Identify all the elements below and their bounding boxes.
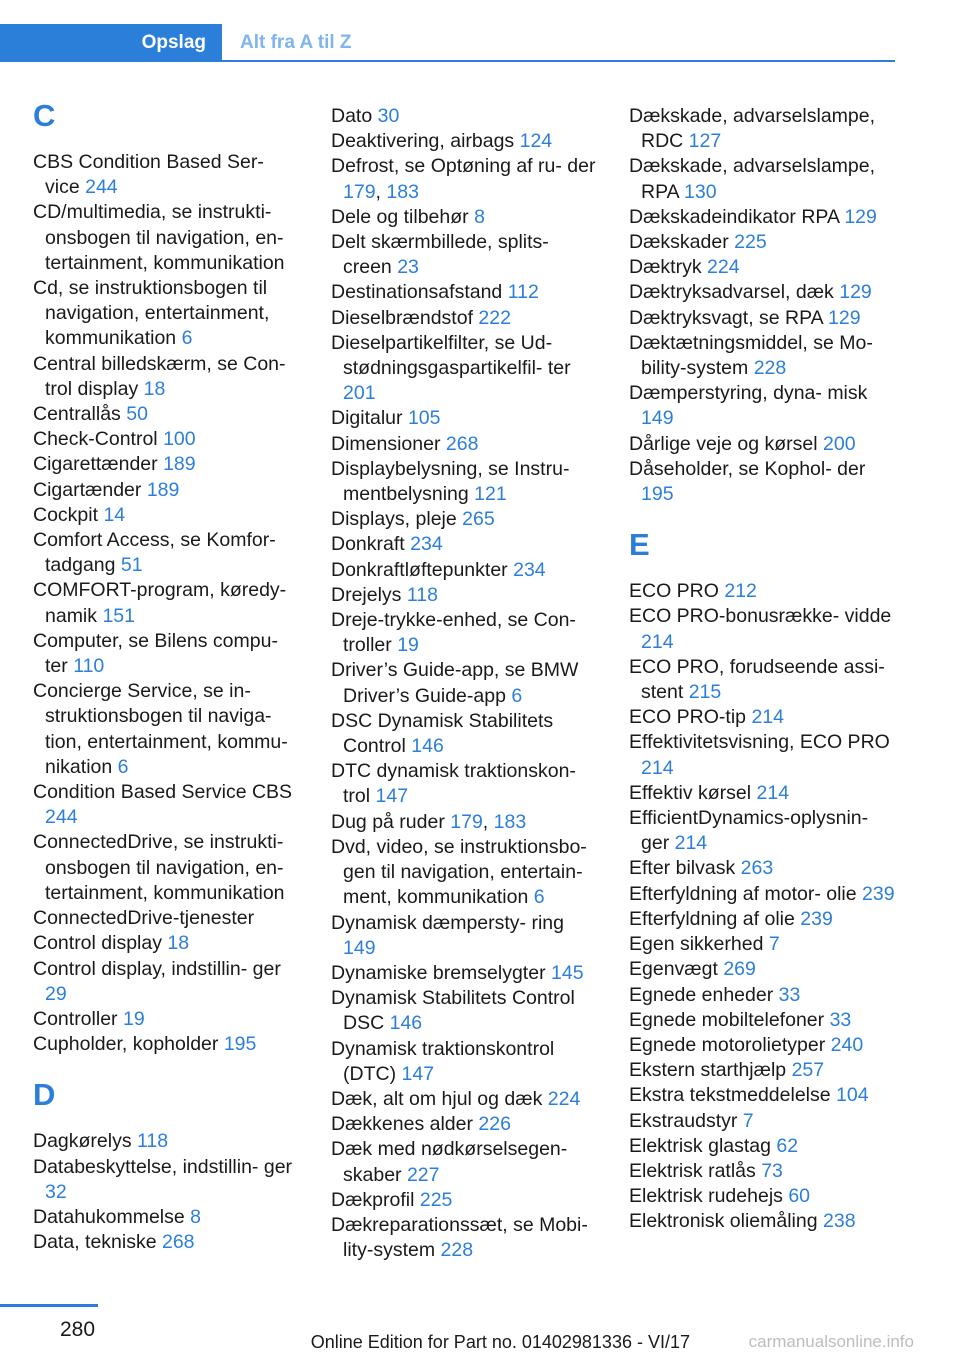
index-entry <box>629 579 897 604</box>
index-entry-text: Displaybelysning, se Instru- mentbelysning <box>331 457 570 506</box>
index-entry <box>629 331 897 381</box>
index-entry <box>33 830 301 906</box>
index-entry-text: CD/multimedia, se instrukti- onsbogen til navigation, en- tertainment, kommunikation <box>33 201 285 274</box>
index-entry <box>33 276 301 352</box>
page-link[interactable]: 146 <box>411 735 444 758</box>
index-entry-text: Dieselpartikelfilter, se Ud- stødningsgaspartikelfil- ter <box>331 331 571 380</box>
watermark: carmanualsonline.info <box>748 1332 914 1351</box>
index-entry <box>331 205 599 230</box>
page-link[interactable]: 234 <box>513 558 546 581</box>
page-link[interactable]: 104 <box>836 1084 869 1107</box>
index-entry-text: Drejelys <box>331 583 402 606</box>
index-entry-text: Central billedskærm, se Con- trol display <box>33 352 286 400</box>
index-entry-text: Dæk, alt om hjul og dæk <box>331 1087 543 1110</box>
page-link[interactable]: 147 <box>401 1062 435 1085</box>
page-link[interactable]: 129 <box>839 281 872 304</box>
index-entry <box>331 658 599 708</box>
page-link[interactable]: 7 <box>768 933 780 956</box>
page-link[interactable]: 23 <box>397 256 419 279</box>
tab-opslag[interactable] <box>0 24 222 62</box>
page-link[interactable]: 130 <box>684 180 717 203</box>
index-entry-text: ConnectedDrive-tjenester <box>33 907 255 930</box>
index-entry-text: Deaktivering, airbags <box>331 130 515 153</box>
index-entry <box>331 1087 599 1112</box>
index-entry <box>331 986 599 1036</box>
index-entry-text: Egnede motorolietyper <box>629 1033 826 1056</box>
page-link[interactable]: 228 <box>753 357 787 380</box>
index-entry-text: Efter bilvask <box>629 857 736 880</box>
index-entry-text: Elektrisk glastag <box>629 1134 771 1157</box>
edition-note: Online Edition for Part no. 01402981336 - VI/17 <box>310 1332 690 1352</box>
index-entry <box>33 528 301 578</box>
index-entry-text: CBS Condition Based Ser- vice <box>33 151 264 199</box>
page-link[interactable]: 73 <box>761 1159 783 1182</box>
index-entry <box>33 1129 301 1154</box>
index-entry <box>331 1213 599 1263</box>
index-entry <box>33 478 301 503</box>
index-entry-text: Ekstern starthjælp <box>629 1059 787 1082</box>
index-entry <box>629 1109 897 1134</box>
section-gap <box>33 1057 301 1077</box>
index-entry-text: DSC Dynamisk Stabilitets Control <box>331 709 554 758</box>
index-entry-text: ECO PRO-tip <box>629 706 747 729</box>
index-entry-text: Dieselbrændstof <box>331 306 473 329</box>
index-entry-text: Centrallås <box>33 403 121 426</box>
index-entry <box>33 629 301 679</box>
index-entry-text: Destinationsafstand <box>331 281 503 304</box>
index-entry-text: Dreje-trykke-enhed, se Con- troller <box>331 609 576 657</box>
index-entry <box>629 1209 897 1234</box>
index-entry <box>331 406 599 431</box>
index-entry <box>33 1230 301 1255</box>
index-entry <box>331 1188 599 1213</box>
page-link[interactable]: 33 <box>778 983 801 1006</box>
index-entry-text: Donkraftløftepunkter <box>331 558 508 581</box>
index-entry-text: Egnede mobiltelefoner <box>629 1008 825 1031</box>
index-entry <box>629 280 897 305</box>
index-entry-text: Defrost, se Optøning af ru- der <box>331 155 596 178</box>
section-gap <box>629 507 897 527</box>
page-link[interactable]: 268 <box>445 432 479 455</box>
index-entry-text: COMFORT-program, køredy- namik <box>33 579 287 627</box>
page-link[interactable]: 8 <box>190 1205 202 1228</box>
index-entry <box>629 882 897 907</box>
index-entry <box>33 150 301 200</box>
page-link[interactable]: 265 <box>462 508 495 531</box>
index-entry-text: Displays, pleje <box>331 508 457 531</box>
index-entry-text: Delt skærmbillede, splits- creen <box>331 231 549 279</box>
page-link[interactable]: 212 <box>724 580 757 603</box>
page-link[interactable]: 32 <box>45 1180 67 1203</box>
index-entry-text: Ekstraudstyr <box>629 1109 738 1132</box>
page-link[interactable]: 6 <box>511 684 523 707</box>
page-link[interactable]: 225 <box>734 231 767 254</box>
page-link[interactable]: 195 <box>641 483 674 506</box>
index-entry-text: Dårlige veje og kørsel <box>629 432 818 455</box>
page-link[interactable]: 215 <box>688 681 722 704</box>
page-link[interactable]: 151 <box>102 604 135 627</box>
index-entry <box>629 104 897 154</box>
index-entry <box>629 730 897 780</box>
index-entry-text: ECO PRO-bonusrække- vidde <box>629 605 892 628</box>
index-entry <box>331 1137 599 1187</box>
index-entry-text: EfficientDynamics-oplysnin- ger <box>629 807 869 855</box>
index-entry-text: Driver’s Guide-app, se BMW Driver’s Guide-app <box>331 659 579 707</box>
page-link[interactable]: 51 <box>120 554 143 577</box>
index-entry <box>331 558 599 583</box>
index-entry <box>629 154 897 204</box>
index-entry-text: Dato <box>331 105 373 127</box>
page-link[interactable]: 214 <box>641 756 674 779</box>
index-entry-text: Egenvægt <box>629 958 718 981</box>
page-link[interactable]: 30 <box>377 105 400 127</box>
header-rule <box>0 60 895 62</box>
index-entry <box>331 306 599 331</box>
page-link[interactable]: 214 <box>751 706 784 729</box>
page-link[interactable]: 62 <box>776 1134 799 1157</box>
index-entry <box>629 306 897 331</box>
index-entry-text: Concierge Service, se in- struktionsbogen til naviga- tion, entertainment, kommu- nikation <box>33 680 288 778</box>
page-link[interactable]: 118 <box>137 1130 169 1153</box>
index-entry <box>331 1112 599 1137</box>
index-entry <box>33 906 301 931</box>
index-entry-text: Digitalur <box>331 407 403 430</box>
index-entry <box>33 503 301 528</box>
index-entry <box>629 806 897 856</box>
index-entry-text: Control display, indstillin- ger <box>33 957 281 980</box>
index-entry <box>629 432 897 457</box>
index-entry <box>629 230 897 255</box>
page-link[interactable]: 6 <box>533 886 545 909</box>
page-link[interactable]: 214 <box>641 630 674 653</box>
index-entry-text: Dækskade, advarselslampe, RDC <box>629 105 876 153</box>
page-link[interactable]: 50 <box>126 403 148 426</box>
page-link[interactable]: 234 <box>410 533 443 556</box>
page-link[interactable]: 257 <box>791 1059 825 1082</box>
page-link[interactable]: 224 <box>707 256 740 279</box>
index-entry-text: Databeskyttelse, indstillin- ger <box>33 1155 293 1178</box>
page-link[interactable]: 7 <box>742 1109 754 1132</box>
page-link[interactable]: 244 <box>45 806 78 829</box>
page-link[interactable]: 269 <box>723 958 756 981</box>
page-link[interactable]: 238 <box>823 1210 856 1233</box>
index-entry-text: Dæmperstyring, dyna- misk <box>629 382 868 405</box>
index-entry-text: Cockpit <box>33 503 99 526</box>
page-link[interactable]: 226 <box>478 1113 511 1136</box>
index-entry-text: Data, tekniske <box>33 1231 157 1254</box>
page-link[interactable]: 121 <box>474 483 507 506</box>
index-entry-text: Egen sikkerhed <box>629 933 764 956</box>
index-entry <box>331 961 599 986</box>
index-entry <box>331 911 599 961</box>
index-entry-text: Dækskader <box>629 231 729 254</box>
index-entry <box>629 907 897 932</box>
index-entry-text: Condition Based Service CBS <box>33 781 293 804</box>
index-entry-text: Ekstra tekstmeddelelse <box>629 1084 831 1107</box>
index-entry-text: ConnectedDrive, se instrukti- onsbogen til navigation, en- tertainment, kommunikation <box>33 831 285 904</box>
page-link[interactable]: 263 <box>740 857 774 880</box>
page-link[interactable]: 183 <box>386 180 419 203</box>
index-entry <box>33 352 301 402</box>
index-entry-text: Efterfyldning af motor- olie <box>629 882 857 905</box>
index-entry-text: Dæktryk <box>629 256 702 279</box>
page-link[interactable]: 105 <box>407 407 441 430</box>
page-link[interactable]: 179 <box>450 810 483 833</box>
index-entry-text: Elektrisk ratlås <box>629 1159 756 1182</box>
index-entry <box>331 457 599 507</box>
section-letter: C <box>33 98 56 133</box>
index-entry <box>33 402 301 427</box>
index-entry <box>331 432 599 457</box>
page-link[interactable]: 19 <box>397 634 419 657</box>
index-entry-text: Dynamisk dæmpersty- ring <box>331 911 564 934</box>
index-entry <box>331 532 599 557</box>
index-entry <box>33 1007 301 1032</box>
index-entry-text: Datahukommelse <box>33 1205 185 1228</box>
page-link[interactable]: 227 <box>406 1163 440 1186</box>
index-entry <box>629 1134 897 1159</box>
index-entry <box>629 655 897 705</box>
page-link[interactable]: 149 <box>343 936 376 959</box>
index-entry-text: Efterfyldning af olie <box>629 907 795 930</box>
page-link[interactable]: 112 <box>507 281 539 304</box>
index-entry-text: Dækkenes alder <box>331 1113 473 1136</box>
page-link[interactable]: 195 <box>223 1033 257 1056</box>
index-entry <box>33 200 301 276</box>
page-link[interactable]: 222 <box>478 306 511 329</box>
index-entry <box>331 583 599 608</box>
index-entry-text: Donkraft <box>331 533 405 556</box>
index-entry <box>629 932 897 957</box>
page-link[interactable]: 33 <box>829 1008 852 1031</box>
index-entry-text: Cigarettænder <box>33 453 158 476</box>
tab-opslag-label: Opslag <box>141 32 206 53</box>
index-entry <box>629 205 897 230</box>
index-entry <box>629 457 897 507</box>
index-entry-text: Cigartænder <box>33 478 142 501</box>
index-entry-text: Dagkørelys <box>33 1130 132 1153</box>
index-entry <box>629 1184 897 1209</box>
index-entry-text: Dækskadeindikator RPA <box>629 205 839 228</box>
index-entry <box>629 381 897 431</box>
index-entry-text: Dæktætningsmiddel, se Mo- bility-system <box>629 331 873 380</box>
page-link[interactable]: 127 <box>688 130 722 153</box>
index-column-3 <box>629 104 897 1235</box>
index-entry-text: DTC dynamisk traktionskon- trol <box>331 760 576 808</box>
page-link[interactable]: 149 <box>641 407 674 430</box>
footer-rule <box>0 1304 98 1307</box>
header-tabbar <box>0 24 895 62</box>
index-entry-text: Comfort Access, se Komfor- tadgang <box>33 529 276 577</box>
index-entry <box>331 709 599 759</box>
index-entry <box>33 427 301 452</box>
page-link[interactable]: 60 <box>788 1185 811 1208</box>
page-link[interactable]: 110 <box>73 655 105 678</box>
index-entry: Dug på ruder 179, 183 <box>331 810 527 833</box>
index-entry <box>33 957 301 1007</box>
page-number: 280 <box>60 1318 96 1341</box>
index-entry-text: ECO PRO, forudseende assi- stent <box>629 655 885 704</box>
index-entry-text: Effektiv kørsel <box>629 781 752 804</box>
index-column-1 <box>33 98 301 1255</box>
index-entry-text: Elektronisk oliemåling <box>629 1210 818 1233</box>
index-entry-text: Cupholder, kopholder <box>33 1033 219 1056</box>
index-entry <box>331 507 599 532</box>
index-entry <box>33 679 301 780</box>
index-entry-text: Dele og tilbehør <box>331 205 469 228</box>
page-link[interactable]: 146 <box>389 1012 423 1035</box>
page-link[interactable]: 228 <box>440 1239 474 1262</box>
index-entry <box>33 1032 301 1057</box>
index-entry <box>629 1033 897 1058</box>
index-entry <box>629 255 897 280</box>
index-entry-text: Dynamisk traktionskontrol (DTC) <box>331 1037 555 1085</box>
index-entry <box>629 1008 897 1033</box>
index-entry-text: Egnede enheder <box>629 983 774 1006</box>
index-entry-text: ECO PRO <box>629 580 719 603</box>
page-link[interactable]: 268 <box>161 1231 195 1254</box>
index-entry-text: Dynamiske bremselygter <box>331 961 546 984</box>
index-entry-text: Dynamisk Stabilitets Control DSC <box>331 987 575 1035</box>
index-entry <box>331 104 599 129</box>
index-entry <box>331 835 599 911</box>
index-entry-text: Cd, se instruktionsbogen til navigation, entertainment, kommunikation <box>33 277 270 350</box>
index-entry-text: Check-Control <box>33 428 158 451</box>
page-link[interactable]: 19 <box>122 1007 145 1030</box>
index-entry <box>629 957 897 982</box>
index-entry <box>331 1037 599 1087</box>
index-entry-text: Dækreparationssæt, se Mobi- lity-system <box>331 1213 588 1262</box>
page-link[interactable]: 224 <box>547 1087 581 1110</box>
index-entry <box>629 1058 897 1083</box>
index-entry <box>33 931 301 956</box>
section-letter: D <box>33 1077 56 1113</box>
page-link[interactable]: 239 <box>862 882 895 905</box>
index-entry: Defrost, se Optøning af ru- der 179, 183 <box>331 155 596 203</box>
page-link[interactable]: 225 <box>419 1188 453 1211</box>
page-link[interactable]: 183 <box>493 810 527 833</box>
page-link[interactable]: 201 <box>343 382 376 405</box>
index-entry <box>331 759 599 809</box>
tab-alt-fra-a-til-z-label: Alt fra A til Z <box>240 32 352 53</box>
index-entry-text: Dæktryksvagt, se RPA <box>629 306 823 329</box>
page-link[interactable]: 179 <box>343 180 376 203</box>
index-entry <box>629 781 897 806</box>
index-entry-text: Dækskade, advarselslampe, RPA <box>629 155 876 203</box>
page-link[interactable]: 240 <box>830 1033 864 1056</box>
page-link[interactable]: 118 <box>406 583 438 606</box>
page-link[interactable]: 239 <box>800 907 833 930</box>
page-link[interactable]: 145 <box>551 961 584 984</box>
page-link[interactable]: 18 <box>143 377 166 400</box>
page-link[interactable]: 189 <box>163 453 196 476</box>
page-link[interactable]: 18 <box>167 932 190 955</box>
section-letter: E <box>629 527 650 563</box>
page-link[interactable]: 244 <box>85 176 118 199</box>
index-entry-text: Dimensioner <box>331 432 441 455</box>
index-entry <box>629 705 897 730</box>
page-link[interactable]: 6 <box>181 327 193 350</box>
page-link[interactable]: 129 <box>844 205 877 228</box>
page-link[interactable]: 124 <box>519 130 553 153</box>
index-entry <box>331 331 599 407</box>
index-entry-text: Dæktryksadvarsel, dæk <box>629 281 834 304</box>
index-entry <box>629 1083 897 1108</box>
page-link[interactable]: 129 <box>828 306 861 329</box>
index-entry <box>33 1155 301 1205</box>
index-entry-text: Controller <box>33 1007 118 1030</box>
index-entry <box>33 1205 301 1230</box>
index-entry <box>331 230 599 280</box>
index-entry-text: Dåseholder, se Kophol- der <box>629 457 866 480</box>
page-link[interactable]: 29 <box>45 982 67 1005</box>
page-link[interactable]: 14 <box>103 503 126 526</box>
index-entry <box>331 129 599 154</box>
index-entry <box>331 608 599 658</box>
index-entry <box>33 780 301 830</box>
tab-alt-fra-a-til-z[interactable] <box>240 24 352 62</box>
index-column-2 <box>331 104 599 1263</box>
index-entry-text: Dvd, video, se instruktionsbo- gen til navigation, entertain- ment, kommunikation <box>331 835 587 909</box>
page-link[interactable]: 214 <box>756 781 790 804</box>
index-entry-text: Elektrisk rudehejs <box>629 1185 783 1208</box>
index-entry-text: Computer, se Bilens compu- ter <box>33 629 278 678</box>
index-entry-text: Dug på ruder <box>331 810 445 833</box>
index-entry-text: Effektivitetsvisning, ECO PRO <box>629 731 890 754</box>
index-entry-text: Dæk med nødkørselsegen- skaber <box>331 1138 568 1186</box>
index-entry <box>33 452 301 477</box>
page-link[interactable]: 100 <box>163 428 196 451</box>
page-link[interactable]: 214 <box>674 832 708 855</box>
index-entry <box>629 604 897 654</box>
index-entry <box>629 856 897 881</box>
index-entry-text: Dækprofil <box>331 1188 415 1211</box>
index-entry-text: Control display <box>33 932 162 955</box>
page-link[interactable]: 6 <box>117 755 129 778</box>
page-link[interactable]: 8 <box>474 205 485 228</box>
index-entry <box>33 578 301 628</box>
page-link[interactable]: 147 <box>375 785 409 808</box>
index-entry <box>629 1159 897 1184</box>
page-link[interactable]: 200 <box>823 432 856 455</box>
index-entry <box>629 983 897 1008</box>
index-entry <box>331 280 599 305</box>
page-link[interactable]: 189 <box>146 478 180 501</box>
